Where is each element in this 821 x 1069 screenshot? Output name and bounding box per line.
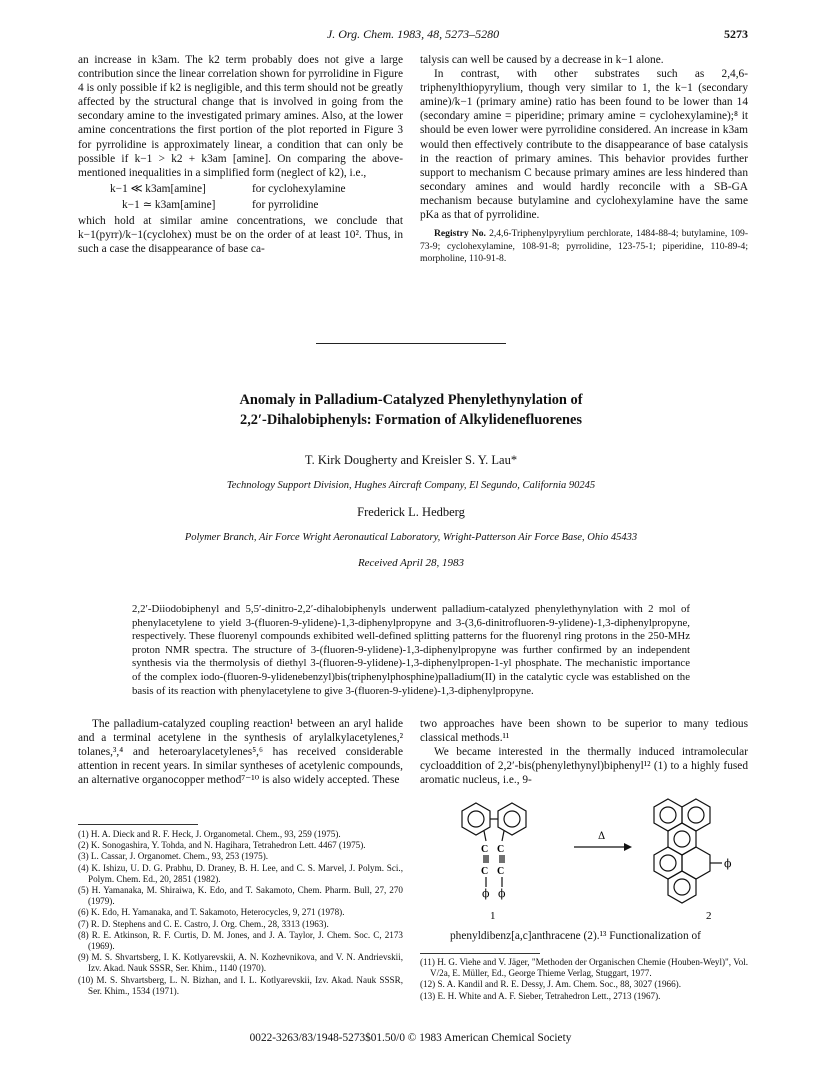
page-number: 5273 — [724, 27, 748, 41]
prev-right-paragraph-1: talysis can well be caused by a decrease in k−1 alone. — [420, 54, 664, 66]
article-title — [120, 390, 702, 430]
dibenzanthracene-structure-2 — [654, 799, 722, 903]
footnote-rule-left — [78, 824, 198, 825]
footnote-item: (7) R. D. Stephens and C. E. Castro, J. Org. Chem., 28, 3313 (1963). — [78, 918, 329, 929]
received-date: Received April 28, 1983 — [357, 557, 465, 569]
footnote-item: (11) H. G. Viehe and V. Jäger, "Methoden der Organischen Chemie (Houben-Weyl)", Vol. V/2a, E. Müller, Ed., George Thieme Verlag, Stuggart, 1977. — [420, 957, 748, 979]
prev-left-paragraph-2: which hold at similar amine concentrations, we conclude that k−1(pyrr)/k−1(cyclohex) must be on the order of at least 10². Thus, in such a case the disappearance of base ca- — [78, 215, 403, 256]
body-right-paragraph-2: We became interested in the thermally induced intramolecular cycloaddition of 2,2′-bis(phenylethynyl)biphenyl¹² (1) to a highly fused aromatic nucleus, i.e., 9- — [420, 746, 748, 787]
equation-cyclohexylamine — [110, 182, 403, 196]
body-left-paragraph: The palladium-catalyzed coupling reaction¹ between an aryl halide and a terminal acetylene in the synthesis of arylalkylacetylenes,² tolanes,³,⁴ and heteroarylacetylenes⁵,⁶ has received considerable attention in recent years. In similar syntheses of acetylenic compounds, an alternative organocopper method⁷⁻¹⁰ is also widely accepted. These — [78, 718, 403, 787]
footnote-item: (3) L. Cassar, J. Organomet. Chem., 93, 253 (1975). — [78, 851, 269, 862]
journal-reference: J. Org. Chem. 1983, 48, 5273–5280 — [326, 27, 500, 41]
prev-left-paragraph-1: an increase in k3am. The k2 term probably does not give a large contribution since the linear correlation shown for pyrrolidine in Figure 4 is only possible if k2 is negligible, and this term should not be greatly affected by the structural change that is involved in going from the secondary amine to the investigated primary amines. Also, at the lower amine concentrations the first portion of the plot reported in Figure 3 for pyrrolidine is approximately linear, a condition that can only be possible if k−1 > k2 + k3am [amine]. On comparing the above-mentioned inequalities in a simplified form (neglect of k2), i.e., — [78, 54, 403, 179]
affiliation-hughes: Technology Support Division, Hughes Aircraft Company, El Segundo, California 90245 — [226, 480, 596, 491]
equation-1-rhs: for cyclohexylamine — [252, 182, 346, 195]
footnote-item: (9) M. S. Shvartsberg, I. K. Kotlyarevskii, A. N. Kozhevnikova, and V. N. Andrievskii, Izv. Akad. Nauk SSSR, Ser. Khim., 1140 (1970). — [78, 952, 403, 974]
authors-primary: T. Kirk Dougherty and Kreisler S. Y. Lau* — [304, 453, 518, 467]
phenyl-bonds — [486, 877, 502, 887]
title-line-1: Anomaly in Palladium-Catalyzed Phenylethynylation of — [239, 392, 583, 408]
copyright-footer: 0022-3263/83/1948-5273$01.50/0 © 1983 American Chemical Society — [249, 1032, 572, 1044]
body-right-column — [420, 717, 748, 787]
equation-2-lhs: k−1 ≃ k3am[amine] — [122, 198, 216, 211]
footnote-item: (2) K. Sonogashira, Y. Tohda, and N. Hagihara, Tetrahedron Lett. 4467 (1975). — [78, 840, 366, 851]
affiliation-afwal: Polymer Branch, Air Force Wright Aeronautical Laboratory, Wright-Patterson Air Force Base, Ohio 45433 — [184, 532, 638, 543]
reaction-arrow — [574, 843, 632, 851]
footnotes-right — [420, 957, 748, 1002]
footnote-item: (13) E. H. White and A. F. Sieber, Tetrahedron Lett., 2713 (1967). — [420, 990, 661, 1001]
carbon-label-2a: C — [481, 866, 489, 877]
registry-label: Registry No. — [434, 228, 486, 240]
footnote-rule-right — [420, 953, 540, 954]
reaction-scheme — [446, 795, 756, 925]
prev-article-right-column — [420, 53, 748, 265]
body-continuation: phenyldibenz[a,c]anthracene (2).¹³ Functionalization of — [450, 930, 701, 942]
footnote-item: (12) S. A. Kandil and R. E. Dessy, J. Am. Chem. Soc., 88, 3027 (1966). — [420, 979, 681, 990]
footnote-item: (10) M. S. Shvartsberg, L. N. Bizhan, and I. L. Kotlyarevskii, Izv. Akad. Nauk SSSR, Ser. Khim., 1534 (1971). — [78, 974, 403, 996]
body-left-column — [78, 717, 403, 787]
carbon-label-2b: C — [497, 866, 505, 877]
body-right-paragraph-1: two approaches have been shown to be superior to many tedious classical methods.¹¹ — [420, 718, 748, 745]
equation-1-lhs: k−1 ≪ k3am[amine] — [110, 182, 206, 195]
compound-label-2: 2 — [706, 910, 712, 922]
phenyl-symbol-2: ϕ — [724, 857, 732, 870]
scheme-caption-text — [450, 929, 748, 943]
compound-label-1: 1 — [490, 910, 496, 922]
running-header — [78, 27, 748, 43]
article-separator-rule — [316, 343, 506, 344]
heat-delta-label: Δ — [598, 831, 606, 842]
carbon-label-1b: C — [497, 844, 505, 855]
carbon-label-1a: C — [481, 844, 489, 855]
biphenyl-structure-1 — [462, 803, 526, 863]
footnote-item: (6) K. Edo, H. Yamanaka, and T. Sakamoto, Heterocycles, 9, 271 (1978). — [78, 907, 345, 918]
equation-2-rhs: for pyrrolidine — [252, 198, 319, 211]
footnote-item: (4) K. Ishizu, U. D. G. Prabhu, D. Draney, B. H. Lee, and C. S. Marvel, J. Polym. Sci., Polym. Chem. Ed., 20, 2851 (1982). — [78, 862, 403, 884]
footnote-item: (1) H. A. Dieck and R. F. Heck, J. Organometal. Chem., 93, 259 (1975). — [78, 829, 341, 839]
registry-text: 2,4,6-Triphenylpyrylium perchlorate, 1484-88-4; butylamine, 109-73-9; cyclohexylamine, 108-91-8; pyrrolidine, 123-75-1; piperidine, 110-89-4; morpholine, 110-91-8. — [420, 228, 749, 264]
equation-pyrrolidine — [122, 198, 403, 212]
footnote-item: (8) R. E. Atkinson, R. F. Curtis, D. M. Jones, and J. A. Taylor, J. Chem. Soc. C, 2173 (1969). — [78, 929, 403, 952]
title-line-2: 2,2′-Dihalobiphenyls: Formation of Alkylidenefluorenes — [240, 412, 582, 428]
authors-secondary: Frederick L. Hedberg — [357, 505, 465, 519]
registry-numbers — [420, 228, 748, 265]
prev-article-left-column — [78, 53, 403, 256]
footnotes-left — [78, 829, 403, 997]
prev-right-paragraph-2: In contrast, with other substrates such as 2,4,6-triphenylthiopyrylium, though very similar to 1, the k−1 (secondary amine)/k−1 (primary amine) ratio has been found to be lower than 14 (secondary amine = piperidine; primary amine = cyclohexylamine);⁸ it should be even lower were pyrrolidine considered. An increase in k3am would then effectively contribute to the disappearance of base catalysis in the reaction of primary amines. This behavior provides further support to mechanism C because primary amines are less hindered than secondary amines and would hardly reconcile with a SB-GA mechanism because butylamine and cyclohexylamine have the same pKa as that of pyrrolidine. — [420, 68, 748, 222]
phenyl-symbol-1a: ϕ — [482, 887, 490, 900]
scheme-drawing — [446, 795, 756, 925]
abstract: 2,2′-Diiodobiphenyl and 5,5′-dinitro-2,2′-dihalobiphenyls underwent palladium-catalyzed phenylethynylation with 2 mol of phenylacetylene to yield 3-(fluoren-9-ylidene)-1,3-diphenylpropyne and 3-(3,6-dinitrofluoren-9-ylidene)-1,3-diphenylpropyne, respectively. These fluorenyl compounds exhibited well-defined splitting patterns for the fluorenyl ring protons in the 250-MHz proton NMR spectra. The structure of 3-(fluoren-9-ylidene)-1,3-diphenylpropyne was further confirmed by an independent synthesis via the thermolysis of diethyl 3-(fluoren-9-ylidene)-1,3-diphenylpropen-1-yl phosphate. The mechanistic importance of the complex iodo-(fluoren-9-ylidenebenzyl)bis(triphenylphosphine)palladium(II) in the catalytic cycle was established on the basis of its reaction with phenylacetylene to give 3-(fluoren-9-ylidene)-1,3-diphenylpropyne. — [132, 603, 690, 697]
footnote-item: (5) H. Yamanaka, M. Shiraiwa, K. Edo, and T. Sakamoto, Chem. Pharm. Bull, 27, 270 (1979). — [78, 885, 403, 907]
phenyl-symbol-1b: ϕ — [498, 887, 506, 900]
